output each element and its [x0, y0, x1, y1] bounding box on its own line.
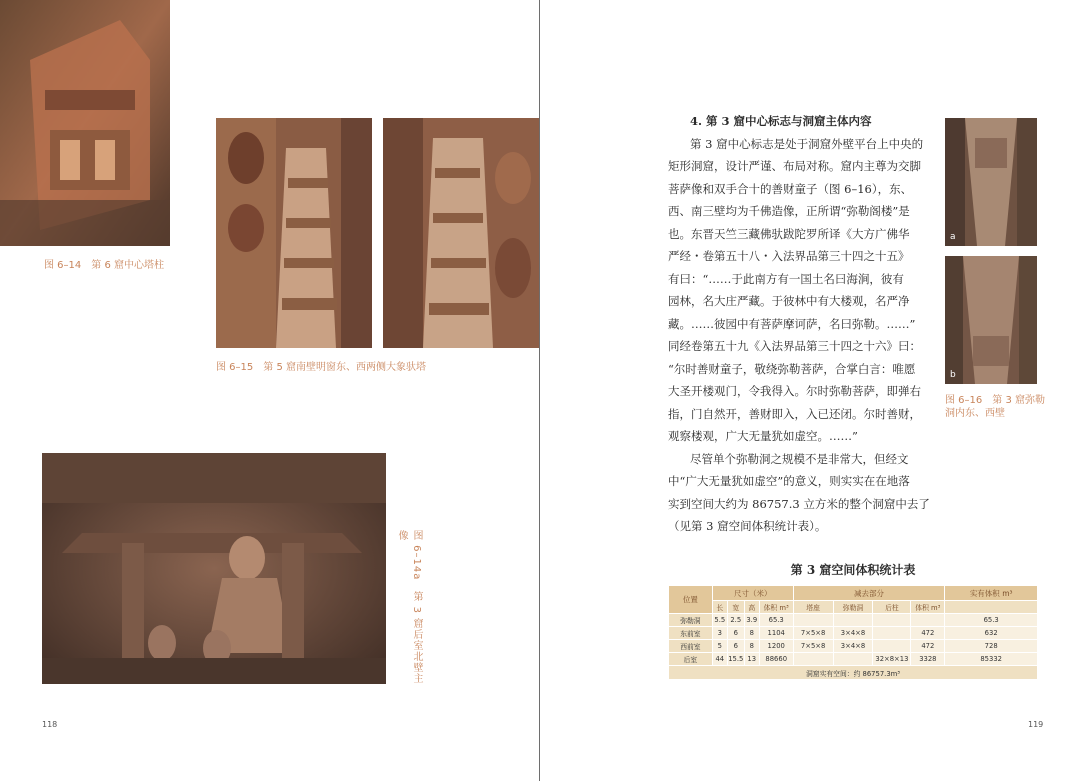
table-subheader-cell — [945, 601, 1038, 614]
table-cell: 632 — [945, 627, 1038, 640]
table-subheader-cell: 长 — [712, 601, 727, 614]
book-gutter — [539, 0, 540, 781]
table-subheader-cell: 弥勒洞 — [833, 601, 873, 614]
figure-caption-6-15: 图 6–15 第 5 窟南壁明窗东、西两侧大象驮塔 — [216, 362, 426, 373]
table-footer: 洞窟实有空间：约 86757.3m³ — [669, 666, 1038, 680]
table-cell: 1200 — [759, 640, 793, 653]
body-line: 实到空间大约为 86757.3 立方米的整个洞窟中去了 — [668, 496, 930, 511]
table-title: 第 3 窟空间体积统计表 — [790, 563, 916, 577]
body-line: 西、南三壁均为千佛造像，正所谓“弥勒阁楼”是 — [668, 204, 910, 218]
table-cell: 15.5 — [727, 653, 744, 666]
table-cell: 472 — [911, 640, 945, 653]
figure-caption-6-16 — [945, 394, 1045, 420]
table-cell: 472 — [911, 627, 945, 640]
table-cell: 7×5×8 — [793, 627, 833, 640]
figure-caption-6-16-line2: 洞内东、西壁 — [945, 408, 1005, 419]
photo-cave5-elephant-pagoda-west — [383, 118, 539, 348]
table-cell — [873, 640, 911, 653]
table-row-label: 后室 — [669, 653, 713, 666]
photo-cave3-maitreya-west-wall — [945, 256, 1037, 384]
body-line: （见第 3 窟空间体积统计表）。 — [668, 519, 827, 533]
table-cell: 1104 — [759, 627, 793, 640]
table-cell — [873, 627, 911, 640]
figure-caption-6-14: 图 6–14 第 6 窟中心塔柱 — [44, 260, 164, 271]
table-cell: 3×4×8 — [833, 627, 873, 640]
table-cell: 5.5 — [712, 614, 727, 627]
body-line: 矩形洞窟，设计严谨、布局对称。窟内主尊为交脚 — [668, 159, 921, 173]
table-subheader-cell: 后柱 — [873, 601, 911, 614]
table-cell: 32×8×13 — [873, 653, 911, 666]
photo-cave6-central-pillar — [0, 0, 170, 246]
body-line: 中“广大无量犹如虚空”的意义，则实实在在地落 — [668, 474, 910, 488]
photo-cave3-maitreya-east-wall — [945, 118, 1037, 246]
figure-caption-6-14a: 图 6–14a 第 3 窟后室北壁主像 — [396, 530, 422, 685]
table-header-actual: 实有体积 m³ — [945, 586, 1038, 601]
table-cell — [873, 614, 911, 627]
table-cell: 6 — [727, 640, 744, 653]
table-row — [669, 640, 1038, 653]
table-subheader-cell: 高 — [744, 601, 759, 614]
table-header-deduct: 减去部分 — [793, 586, 945, 601]
table-row-label: 东前室 — [669, 627, 713, 640]
body-line: 同经卷第五十九《入法界品第三十四之十六》曰： — [668, 339, 921, 353]
body-line: 第 3 窟中心标志是处于洞窟外壁平台上中央的 — [690, 136, 924, 151]
table-cell: 3×4×8 — [833, 640, 873, 653]
table-row-label: 西前室 — [669, 640, 713, 653]
table-cell: 13 — [744, 653, 759, 666]
table-subheader-cell: 宽 — [727, 601, 744, 614]
photo-label-a: a — [950, 232, 956, 242]
table-cell: 5 — [712, 640, 727, 653]
table-subheader-cell: 塔座 — [793, 601, 833, 614]
body-line: 指，门自然开，善财即入，入已还闭。尔时善财， — [668, 406, 921, 421]
body-line: 观察楼观，广大无量犹如虚空。……” — [668, 429, 858, 443]
body-line: 严经・卷第五十八・入法界品第三十四之十五》 — [668, 249, 910, 263]
table-cell: 65.3 — [945, 614, 1038, 627]
body-line: 大圣开楼观门，令我得入。尔时弥勒菩萨，即弹右 — [668, 384, 921, 398]
body-line: “尔时善财童子，敬绕弥勒菩萨，合掌白言：唯愿 — [668, 361, 916, 376]
body-line: 菩萨像和双手合十的善财童子（图 6–16），东、 — [668, 181, 913, 196]
section-heading: 4. 第 3 窟中心标志与洞窟主体内容 — [690, 114, 872, 128]
table-cell: 3.9 — [744, 614, 759, 627]
table-cell — [911, 614, 945, 627]
table-cell: 8 — [744, 627, 759, 640]
body-line: 也。东晋天竺三藏佛驮跋陀罗所译《大方广佛华 — [668, 226, 910, 241]
table-cell — [793, 614, 833, 627]
table-body — [669, 614, 1038, 666]
body-line: 尽管单个弥勒洞之规模不是非常大，但经文 — [690, 451, 909, 466]
table-cell: 728 — [945, 640, 1038, 653]
table-row — [669, 627, 1038, 640]
table-cell: 65.3 — [759, 614, 793, 627]
table-cell: 2.5 — [727, 614, 744, 627]
table-subheader-row — [669, 601, 1038, 614]
photo-cave3-north-wall-main-statue — [42, 453, 386, 684]
page-number-right: 119 — [1028, 720, 1044, 729]
body-text — [668, 110, 940, 538]
table-row — [669, 614, 1038, 627]
table-footer-row — [669, 666, 1038, 680]
figure-caption-6-16-line1: 图 6–16 第 3 窟弥勒 — [945, 395, 1045, 406]
table-cell: 3 — [712, 627, 727, 640]
table-subheader-cell: 体积 m³ — [911, 601, 945, 614]
body-line: 有曰：“……于此南方有一国土名曰海涧，彼有 — [668, 271, 904, 286]
table-cell — [833, 653, 873, 666]
table-cell: 44 — [712, 653, 727, 666]
photo-cave5-elephant-pagoda-east — [216, 118, 372, 348]
table-cell: 7×5×8 — [793, 640, 833, 653]
volume-table — [668, 585, 1038, 680]
body-line: 藏。……彼园中有菩萨摩诃萨，名曰弥勒。……” — [668, 316, 916, 331]
body-line: 园林，名大庄严藏。于彼林中有大楼观，名严净 — [668, 294, 910, 308]
table-row — [669, 653, 1038, 666]
table-header-position: 位置 — [669, 586, 713, 614]
table-cell — [833, 614, 873, 627]
table-cell: 8 — [744, 640, 759, 653]
page-number-left: 118 — [42, 720, 58, 729]
table-cell: 85332 — [945, 653, 1038, 666]
table-header-row — [669, 586, 1038, 601]
table-cell — [793, 653, 833, 666]
table-subheader-cell: 体积 m³ — [759, 601, 793, 614]
photo-label-b: b — [950, 370, 956, 380]
table-cell: 88660 — [759, 653, 793, 666]
table-header-size: 尺寸（米） — [712, 586, 793, 601]
table-row-label: 弥勒洞 — [669, 614, 713, 627]
table-cell: 3328 — [911, 653, 945, 666]
body-paragraphs — [668, 133, 940, 538]
table-cell: 6 — [727, 627, 744, 640]
